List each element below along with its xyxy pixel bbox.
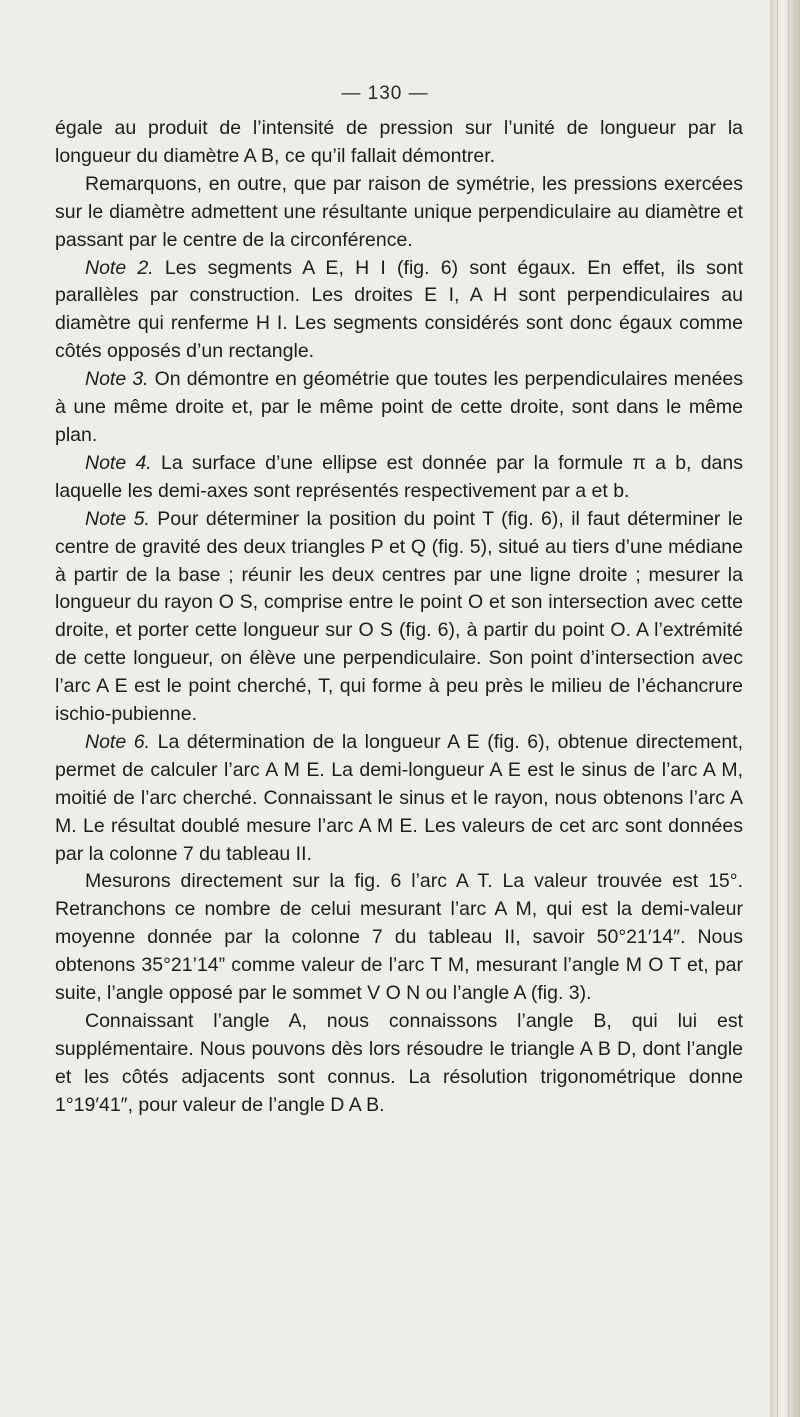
note-4 <box>55 450 743 506</box>
paragraph-text: Remarquons, en outre, que par raison de symétrie, les pressions exercées sur le diamètre admettent une résultante unique perpendiculaire au diamètre et passant par le centre de la circonférence. <box>55 172 743 251</box>
paragraph-text: Mesurons directement sur la fig. 6 l’arc A T. La valeur trouvée est 15°. Retranchons ce nombre de celui mesurant l’arc A M, qui est la demi-valeur moyenne donnée par la colonne 7 du tableau II, savoir 50°21′14″. Nous obtenons 35°21’14” comme valeur de l’arc T M, mesurant l’angle M O T et, par suite, l’angle opposé par le sommet V O N ou l’angle A (fig. 3). <box>55 870 743 1005</box>
paragraph-mesurons <box>55 868 743 1008</box>
note-label: Note 3. <box>85 368 149 391</box>
paragraph-text: Connaissant l’angle A, nous connaissons l’angle B, qui lui est supplémentaire. Nous pouvons dès lors résoudre le triangle A B D, dont l’angle et les côtés adjacents sont connus. La résolution trigonométrique donne 1°19′41″, pour valeur de l’angle D A B. <box>55 1010 743 1116</box>
page-number: — 130 — <box>341 83 429 104</box>
paragraph-connaissant <box>55 1008 743 1120</box>
paragraph-text: égale au produit de l’intensité de pression sur l’unité de longueur par la longueur du diamètre A B, ce qu’il fallait démontrer. <box>55 117 743 167</box>
note-text: Les segments A E, H I (fig. 6) sont égaux. En effet, ils sont parallèles par construction. Les droites E I, A H sont perpendiculaires au diamètre qui renferme H I. Les segments considérés sont donc égaux comme côtés opposés d’un rectangle. <box>55 256 744 363</box>
paragraph-continuation <box>55 115 743 171</box>
note-6 <box>55 729 743 869</box>
note-label: Note 5. <box>85 507 150 530</box>
note-label: Note 4. <box>85 451 152 474</box>
note-5 <box>55 506 743 729</box>
note-text: On démontre en géométrie que toutes les perpendiculaires menées à une même droite et, par le même point de cette droite, sont dans le même plan. <box>55 368 744 446</box>
note-3 <box>55 366 743 450</box>
note-label: Note 2. <box>85 256 154 279</box>
paragraph-remarque <box>55 171 743 255</box>
page-edge-line <box>777 0 778 1417</box>
body-text <box>55 115 743 1120</box>
page-edge-line <box>788 0 789 1417</box>
note-text: Pour déterminer la position du point T (fig. 6), il faut déterminer le centre de gravité des deux triangles P et Q (fig. 5), situé au tiers d’une médiane à partir de la base ; réunir les deux centres par une ligne droite ; mesurer la longueur du rayon O S, comprise entre le point O et son intersection avec cette droite, et porter cette longueur sur O S (fig. 6), à partir du point O. A l’extrémité de cette longueur, on élève une perpendiculaire. Son point d’intersection avec l’arc A E est le point cherché, T, qui forme à peu près le milieu de l’échancrure ischio-pubienne. <box>55 507 744 726</box>
note-text: La surface d’une ellipse est donnée par la formule π a b, dans laquelle les demi-axes sont représentés respectivement par a et b. <box>55 451 743 502</box>
note-2 <box>55 255 743 367</box>
note-text: La détermination de la longueur A E (fig. 6), obtenue directement, permet de calculer l’arc A M E. La demi-longueur A E est le sinus de l’arc A M, moitié de l’arc cherché. Connaissant le sinus et le rayon, nous obtenons l’arc A M. Le résultat doublé mesure l’arc A M E. Les valeurs de cet arc sont données par la colonne 7 du tableau II. <box>55 730 743 865</box>
note-label: Note 6. <box>85 730 151 753</box>
page-edge <box>770 0 800 1417</box>
page-edge-line <box>794 0 795 1417</box>
